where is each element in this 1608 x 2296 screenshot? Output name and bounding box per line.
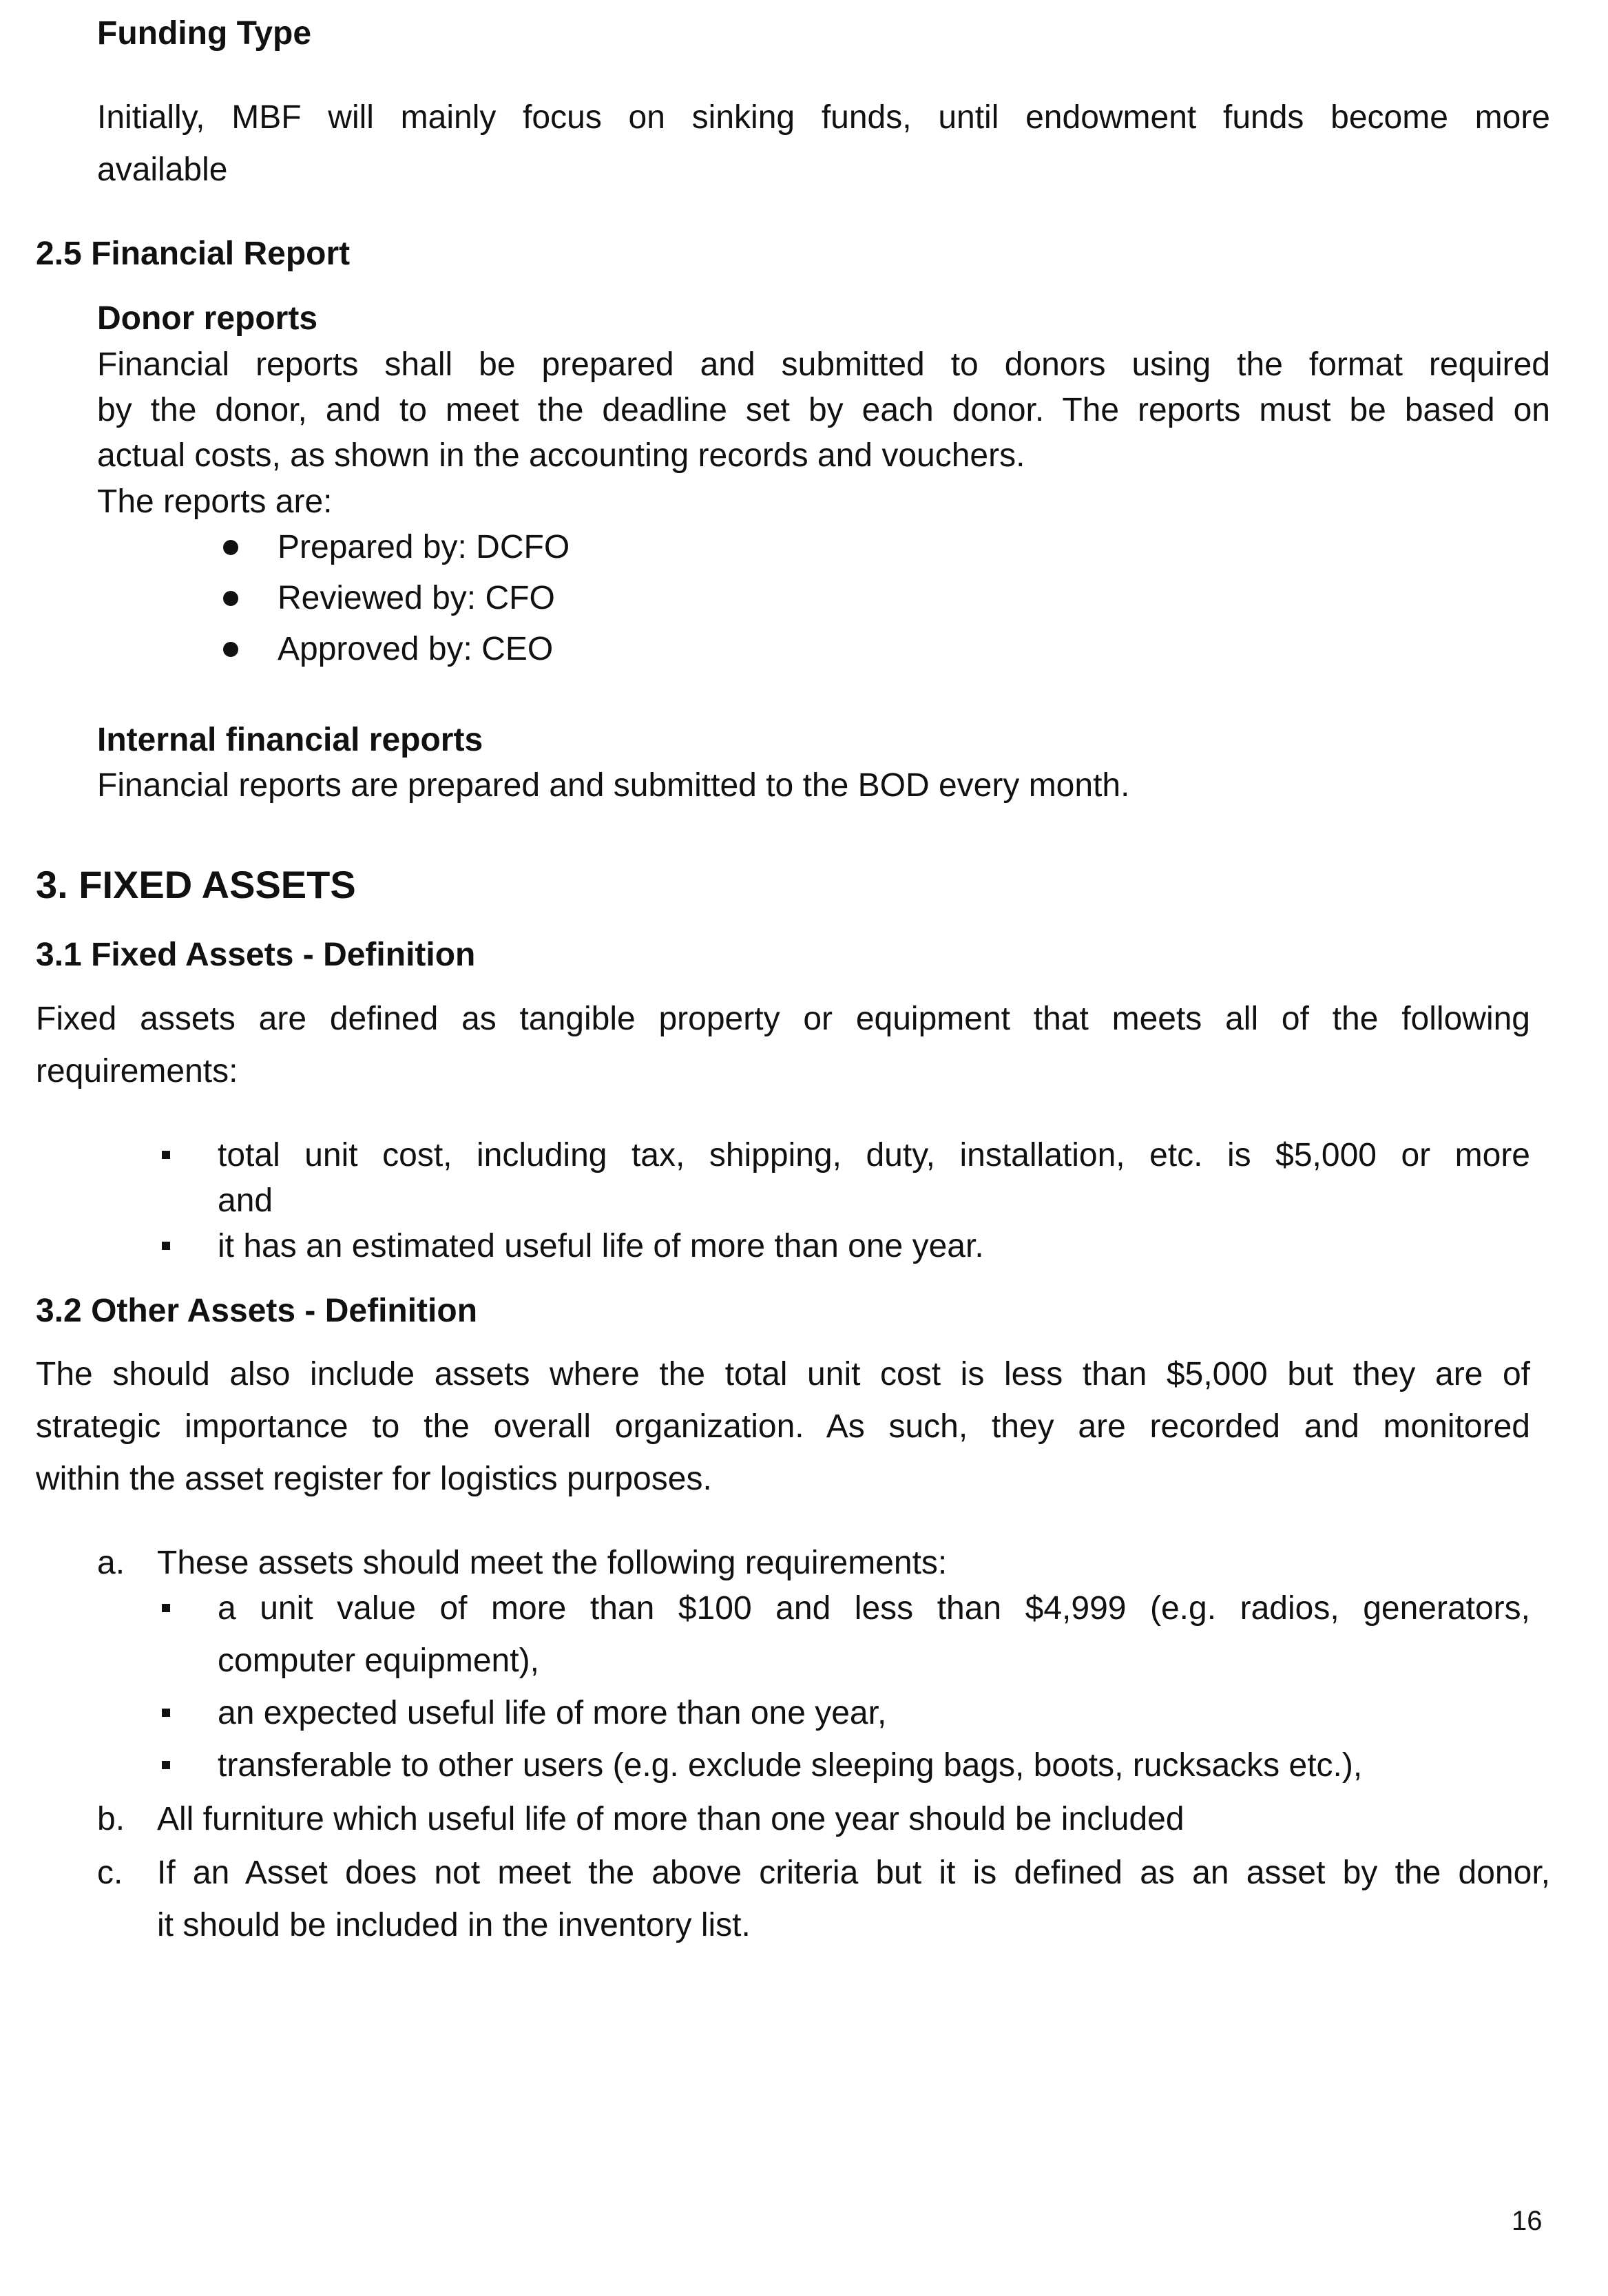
bullet-icon [223,591,238,606]
financial-report-heading: 2.5 Financial Report [36,236,351,272]
list-marker-c: c. [97,1855,123,1891]
square-bullet-icon [162,1709,170,1717]
list-item-c-cont: it should be included in the inventory list. [157,1907,751,1943]
report-role-item: Reviewed by: CFO [278,580,555,616]
donor-reports-line-2: by the donor, and to meet the deadline set by each donor. The reports must be based on [97,392,1550,428]
internal-reports-text: Financial reports are prepared and submitted to the BOD every month. [97,767,1130,804]
funding-type-line-2: available [97,152,228,188]
fixed-asset-requirement-1: total unit cost, including tax, shipping, duty, installation, etc. is $5,000 or more [218,1137,1530,1173]
other-assets-line-1: The should also include assets where the total unit cost is less than $5,000 but they are of [36,1356,1530,1392]
fixed-assets-definition-line-1: Fixed assets are defined as tangible property or equipment that meets all of the following [36,1001,1530,1037]
donor-reports-line-1: Financial reports shall be prepared and submitted to donors using the format required [97,346,1550,383]
square-bullet-icon [162,1242,170,1250]
square-bullet-icon [162,1761,170,1769]
square-bullet-icon [162,1604,170,1612]
other-asset-requirement-1: a unit value of more than $100 and less than $4,999 (e.g. radios, generators, [218,1590,1530,1627]
other-asset-requirement-1-cont: computer equipment), [218,1642,539,1679]
internal-reports-heading: Internal financial reports [97,722,483,758]
funding-type-heading: Funding Type [97,15,312,52]
fixed-assets-definition-line-2: requirements: [36,1053,238,1089]
fixed-assets-heading: 3. FIXED ASSETS [36,863,356,906]
bullet-icon [223,642,238,657]
fixed-assets-definition-heading: 3.1 Fixed Assets - Definition [36,937,476,973]
fixed-asset-requirement-1-cont: and [218,1182,273,1219]
page-number: 16 [1512,2206,1543,2236]
square-bullet-icon [162,1151,170,1159]
list-item-c: If an Asset does not meet the above criteria but it is defined as an asset by the donor, [157,1855,1550,1891]
list-marker-a: a. [97,1545,125,1581]
donor-reports-line-3: actual costs, as shown in the accounting records and vouchers. [97,437,1025,474]
list-item-a: These assets should meet the following requirements: [157,1545,948,1581]
bullet-icon [223,540,238,555]
report-role-item: Approved by: CEO [278,631,554,667]
other-asset-requirement-3: transferable to other users (e.g. exclude sleeping bags, boots, rucksacks etc.), [218,1747,1363,1784]
funding-type-line-1: Initially, MBF will mainly focus on sinking funds, until endowment funds become more [97,99,1550,136]
other-assets-heading: 3.2 Other Assets - Definition [36,1293,478,1329]
other-assets-line-2: strategic importance to the overall organization. As such, they are recorded and monitored [36,1408,1530,1445]
list-item-b: All furniture which useful life of more than one year should be included [157,1801,1184,1837]
other-assets-line-3: within the asset register for logistics purposes. [36,1461,712,1497]
list-marker-b: b. [97,1801,125,1837]
reports-are-label: The reports are: [97,483,333,520]
donor-reports-heading: Donor reports [97,300,318,337]
fixed-asset-requirement-2: it has an estimated useful life of more than one year. [218,1228,984,1264]
other-asset-requirement-2: an expected useful life of more than one year, [218,1695,887,1731]
report-role-item: Prepared by: DCFO [278,529,570,565]
